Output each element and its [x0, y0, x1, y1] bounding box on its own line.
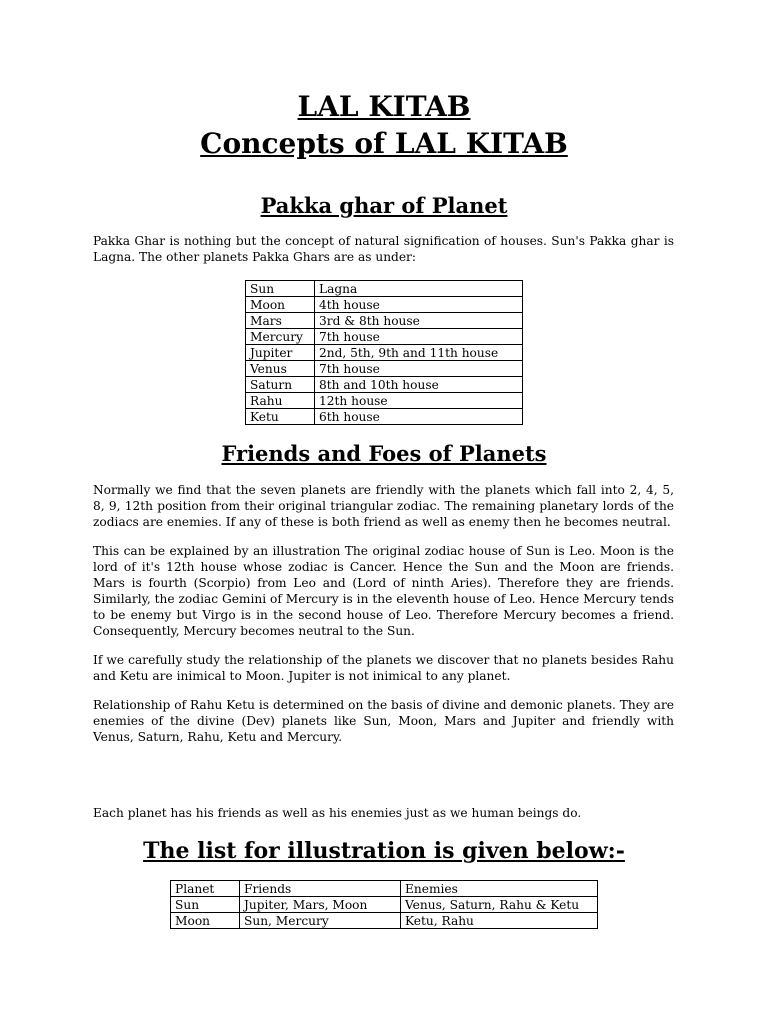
house-cell: 3rd & 8th house — [315, 313, 523, 329]
paragraph: Normally we find that the seven planets are friendly with the planets which fall into 2, 4, 5, 8, 9, 12th position from their original triangular zodiac. The remaining planetary lords of the zodiacs are enemies. If any of these is both friend as well as enemy then he becomes neutral. — [93, 483, 674, 529]
planet-cell: Mercury — [246, 329, 315, 345]
table-row — [171, 913, 598, 929]
friends-cell: Jupiter, Mars, Moon — [240, 897, 401, 913]
column-header: Planet — [171, 881, 240, 897]
pakka-ghar-table — [245, 280, 523, 425]
planet-cell: Mars — [246, 313, 315, 329]
friends-enemies-table — [170, 880, 598, 929]
column-header: Enemies — [401, 881, 598, 897]
enemies-cell: Ketu, Rahu — [401, 913, 598, 929]
paragraph: This can be explained by an illustration The original zodiac house of Sun is Leo. Moon is the lord of it's 12th house whose zodiac is Cancer. Hence the Sun and the Moon are friends. Mars is fourth (Scorpio) from Leo and (Lord of ninth Aries). Therefore they are friends. Similarly, the zodiac Gemini of Mercury is in the eleventh house of Leo. Hence Mercury tends to be enemy but Virgo is in the second house of Leo. Therefore Mercury becomes a friend. Consequently, Mercury becomes neutral to the Sun. — [93, 544, 674, 638]
table-row — [246, 297, 523, 313]
house-cell: 2nd, 5th, 9th and 11th house — [315, 345, 523, 361]
house-cell: 7th house — [315, 329, 523, 345]
pakka-ghar-heading: Pakka ghar of Planet — [260, 193, 508, 218]
table-row — [246, 345, 523, 361]
table-row — [246, 409, 523, 425]
house-cell: 8th and 10th house — [315, 377, 523, 393]
table-row — [246, 281, 523, 297]
paragraph: If we carefully study the relationship of the planets we discover that no planets besides Rahu and Ketu are inimical to Moon. Jupiter is not inimical to any planet. — [93, 653, 674, 683]
planet-cell: Jupiter — [246, 345, 315, 361]
paragraph: Relationship of Rahu Ketu is determined on the basis of divine and demonic planets. They are enemies of the divine (Dev) planets like Sun, Moon, Mars and Jupiter and friendly with Venus, Saturn, Rahu, Ketu and Mercury. — [93, 698, 674, 744]
table-row — [246, 393, 523, 409]
house-cell: Lagna — [315, 281, 523, 297]
table-row — [246, 313, 523, 329]
planet-cell: Sun — [171, 897, 240, 913]
planet-cell: Moon — [246, 297, 315, 313]
document-title: LAL KITAB — [297, 90, 471, 123]
document-subtitle: Concepts of LAL KITAB — [200, 127, 568, 160]
house-cell: 4th house — [315, 297, 523, 313]
planet-cell: Sun — [246, 281, 315, 297]
pakka-ghar-intro: Pakka Ghar is nothing but the concept of natural signification of houses. Sun's Pakka ghar is Lagna. The other planets Pakka Ghars are as under: — [93, 234, 674, 264]
table-row — [171, 897, 598, 913]
planet-cell: Ketu — [246, 409, 315, 425]
table-row — [246, 361, 523, 377]
house-cell: 7th house — [315, 361, 523, 377]
friends-foes-heading: Friends and Foes of Planets — [221, 441, 547, 466]
enemies-cell: Venus, Saturn, Rahu & Ketu — [401, 897, 598, 913]
friends-cell: Sun, Mercury — [240, 913, 401, 929]
table-header-row — [171, 881, 598, 897]
planet-cell: Venus — [246, 361, 315, 377]
planet-cell: Moon — [171, 913, 240, 929]
column-header: Friends — [240, 881, 401, 897]
paragraph: Each planet has his friends as well as his enemies just as we human beings do. — [93, 806, 582, 820]
table-row — [246, 377, 523, 393]
planet-cell: Saturn — [246, 377, 315, 393]
illustration-list-heading: The list for illustration is given below:- — [143, 838, 625, 864]
house-cell: 6th house — [315, 409, 523, 425]
house-cell: 12th house — [315, 393, 523, 409]
table-row — [246, 329, 523, 345]
planet-cell: Rahu — [246, 393, 315, 409]
